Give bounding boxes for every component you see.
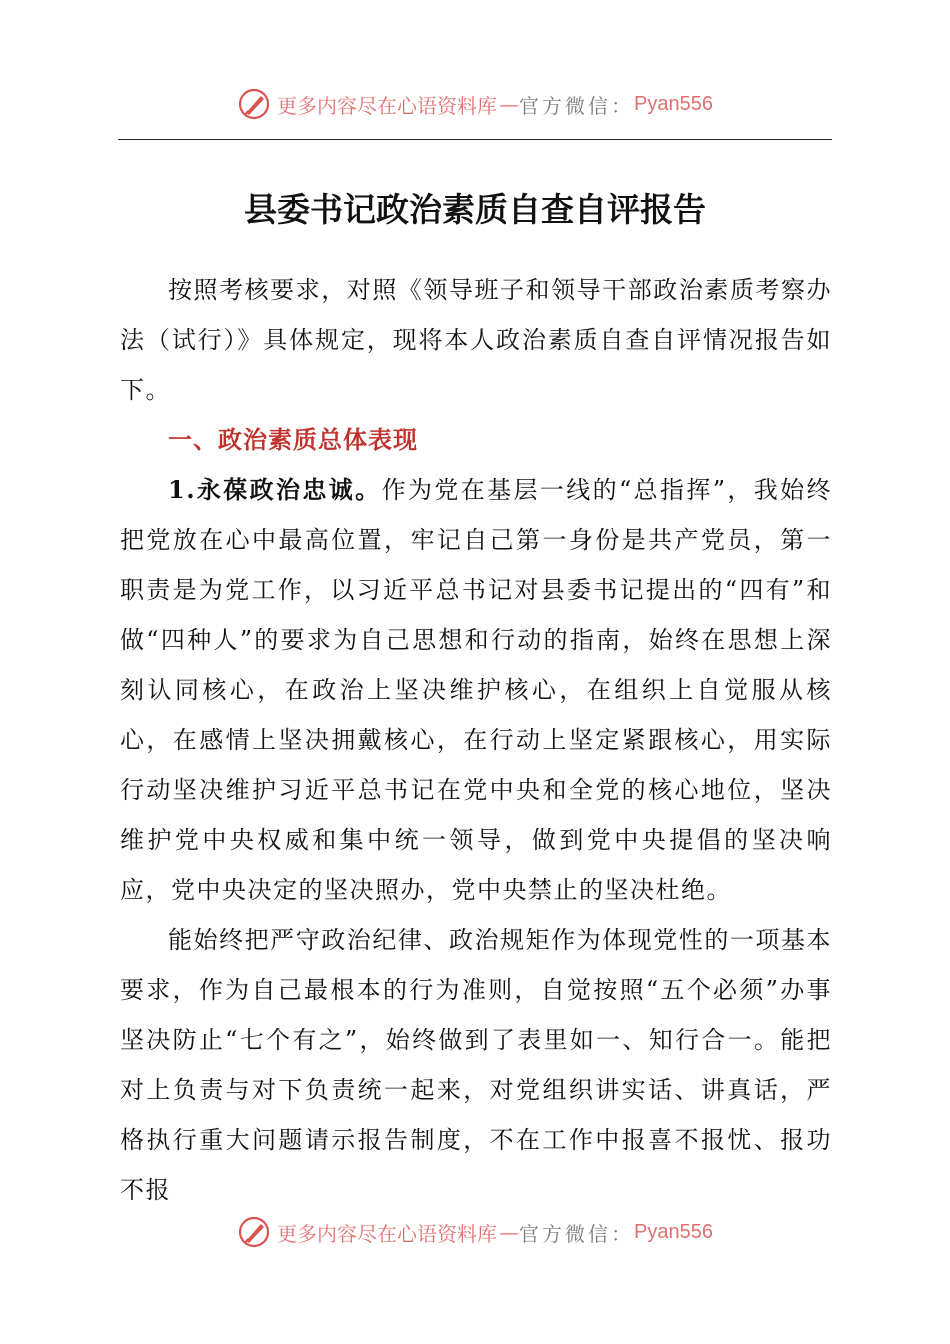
document-body [120, 265, 832, 1215]
header-official-label: 官方微信： [519, 93, 635, 118]
page-footer-watermark [0, 1212, 950, 1252]
footer-brand: 更多内容尽在心语资料库 [277, 1221, 498, 1246]
item1-paragraph [120, 465, 832, 915]
header-wechat-id: Pyan556 [634, 92, 713, 115]
page-header-watermark [0, 84, 950, 124]
quill-logo-icon [237, 1215, 271, 1249]
item1-lead: 1.永葆政治忠诚。 [168, 475, 382, 504]
footer-official-label: 官方微信： [519, 1221, 635, 1246]
quill-logo-icon [237, 87, 271, 121]
header-separator: — [499, 92, 518, 116]
intro-paragraph: 按照考核要求，对照《领导班子和领导干部政治素质考察办法（试行）》具体规定，现将本人政治素质自查自评情况报告如下。 [120, 276, 832, 404]
document-title: 县委书记政治素质自查自评报告 [244, 190, 706, 229]
footer-wechat-id: Pyan556 [634, 1220, 713, 1243]
item1-text: 作为党在基层一线的“总指挥”，我始终把党放在心中最高位置，牢记自己第一身份是共产党员，第一职责是为党工作，以习近平总书记对县委书记提出的“四有”和做“四种人”的要求为自己思想和行动的指南，始终在思想上深刻认同核心，在政治上坚决维护核心，在组织上自觉服从核心，在感情上坚决拥戴核心，在行动上坚定紧跟核心，用实际行动坚决维护习近平总书记在党中央和全党的核心地位，坚决维护党中央权威和集中统一领导，做到党中央提倡的坚决响应，党中央决定的坚决照办，党中央禁止的坚决杜绝。 [120, 476, 832, 904]
paragraph-3: 能始终把严守政治纪律、政治规矩作为体现党性的一项基本要求，作为自己最根本的行为准则，自觉按照“五个必须”办事坚决防止“七个有之”，始终做到了表里如一、知行合一。能把对上负责与对下负责统一起来，对党组织讲实话、讲真话，严格执行重大问题请示报告制度，不在工作中报喜不报忧、报功不报 [120, 926, 832, 1204]
header-divider [118, 139, 832, 140]
section-heading: 一、政治素质总体表现 [168, 426, 418, 454]
header-brand: 更多内容尽在心语资料库 [277, 93, 498, 118]
footer-separator: — [499, 1220, 518, 1244]
